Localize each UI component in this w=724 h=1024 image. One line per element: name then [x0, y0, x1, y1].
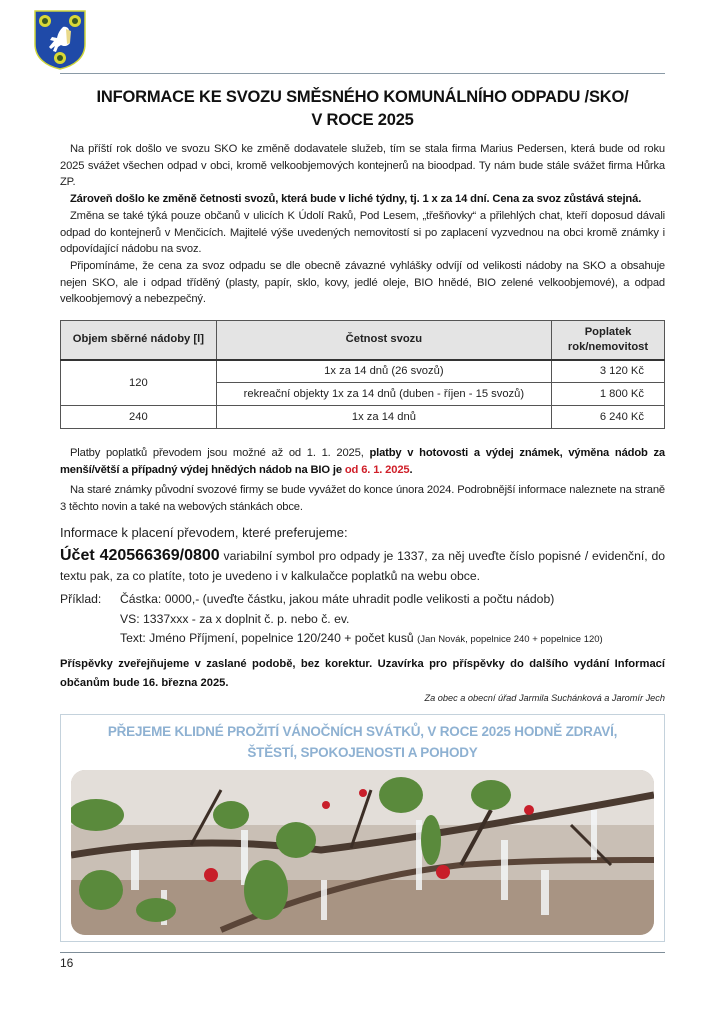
cell-volume: 120 — [61, 360, 217, 406]
coat-of-arms-icon — [34, 10, 86, 70]
page-title — [60, 86, 665, 132]
paragraph-payment-dates: Platby poplatků převodem jsou možné až od 1. 1. 2025, platby v hotovosti a výdej známek, výměna nádob za menší/větší a případný výdej hnědých nádob na BIO je od 6. 1. 2025. — [60, 447, 665, 476]
paragraph-frequency-change: Zároveň došlo ke změně četnosti svozů, která bude v liché týdny, tj. 1 x za 14 dní. Cena za svoz zůstává stejná. — [70, 193, 642, 205]
paragraph-supplier-change: Na příští rok došlo ve svozu SKO ke změně dodavatele služeb, tím se stala firma Marius Pedersen, která bude od roku 2025 svážet všechen odpad v obci, kromě velkoobjemových kontejnerů na bioodpad. Ty nám bude stále svážet firma Hůrka ZP. — [60, 143, 665, 189]
header-fee: Poplatek rok/nemovitost — [552, 321, 665, 360]
example-amount: Částka: 0000,- (uveďte částku, jakou máte uhradit podle velikosti a počtu nádob) — [120, 592, 555, 606]
header-volume: Objem sběrné nádoby [l] — [61, 321, 217, 360]
page-number: 16 — [60, 956, 74, 970]
paragraph-streets-change: Změna se také týká pouze občanů v ulicích K Údolí Raků, Pod Lesem, „třešňovky“ a přilehlých chat, kteří doposud dávali odpad do kontejnerů v Menčicích. Majitelé výše uvedených nemovitostí si po zaplacení vyzvednou na obci kromě známky i odpovídající nádobu na svoz. — [60, 210, 665, 256]
title-line-1: INFORMACE KE SVOZU SMĚSNÉHO KOMUNÁLNÍHO ODPADU /SKO/ — [96, 88, 629, 106]
table-header-row — [61, 321, 665, 360]
photo-illustration-icon — [71, 770, 654, 935]
table-row — [61, 406, 665, 429]
payment-account: Účet 420566369/0800 variabilní symbol pro odpady je 1337, za něj uveďte číslo popisné / evidenční, do textu pak, za co platíte, toto je uvedeno i v kalkulačce poplatků na webu obce. — [60, 547, 666, 583]
title-line-2: V ROCE 2025 — [311, 111, 414, 129]
table-row — [61, 360, 665, 383]
paragraph-old-stickers: Na staré známky původní svozové firmy se bude vyvážet do konce února 2024. Podrobnější informace naleznete na straně 3 těchto novin a také na webových stánkách obce. — [60, 484, 665, 513]
example-label: Příklad: — [60, 592, 102, 606]
signature: Za obec a obecní úřad Jarmila Suchánková a Jaromír Jech — [424, 693, 665, 703]
footer-divider — [60, 952, 665, 953]
cell-volume: 240 — [61, 406, 217, 429]
christmas-greeting-banner — [60, 714, 665, 942]
paragraph-price-reminder: Připomínáme, že cena za svoz odpadu se dle obecně závazné vyhlášky odvíjí od velikosti nádoby na SKO a obsahuje nejen SKO, ale i odpad tříděný (plasty, papír, sklo, kovy, jedlé oleje, BIO hnědé, BIO zelené velkoobjemové), a odpad velkoobjemový a nebezpečný. — [60, 260, 665, 306]
cell-fee: 3 120 Kč — [552, 360, 665, 383]
cell-frequency: 1x za 14 dnů — [216, 406, 551, 429]
payment-intro: Informace k placení převodem, které preferujeme: — [60, 525, 348, 540]
fee-table — [60, 320, 665, 429]
cell-fee: 1 800 Kč — [552, 383, 665, 406]
account-number: Účet 420566369/0800 — [60, 547, 220, 564]
example-text: Text: Jméno Příjmení, popelnice 120/240 + počet kusů (Jan Novák, popelnice 240 + popelnice 120) — [120, 631, 603, 645]
cell-frequency: rekreační objekty 1x za 14 dnů (duben - říjen - 15 svozů) — [216, 383, 551, 406]
highlight-date: od 6. 1. 2025 — [344, 463, 410, 476]
header-divider — [60, 73, 665, 74]
banner-title: PŘEJEME KLIDNÉ PROŽITÍ VÁNOČNÍCH SVÁTKŮ, V ROCE 2025 HODNĚ ZDRAVÍ, ŠTĚSTÍ, SPOKOJENOSTI A POHODY — [107, 724, 618, 760]
cell-frequency: 1x za 14 dnů (26 svozů) — [216, 360, 551, 383]
header-frequency: Četnost svozu — [216, 321, 551, 360]
cell-fee: 6 240 Kč — [552, 406, 665, 429]
example-vs: VS: 1337xxx - za x doplnit č. p. nebo č. ev. — [120, 611, 350, 626]
submission-notice: Příspěvky zveřejňujeme v zaslané podobě, bez korektur. Uzavírka pro příspěvky do dalšího vydání Informací občanům bude 16. března 2025. — [60, 658, 665, 689]
frosted-branch-photo — [71, 770, 654, 935]
